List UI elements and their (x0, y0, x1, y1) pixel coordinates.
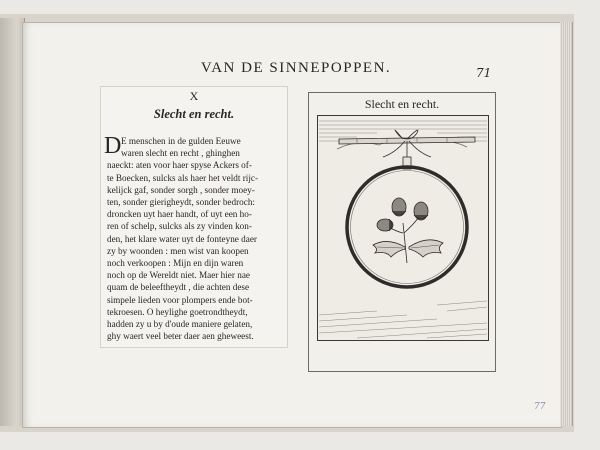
drop-initial: D (104, 133, 122, 159)
text-line: noch op de Wereldt niet. Maer hier nae (107, 270, 250, 281)
text-line: waren slecht en recht , ghinghen (121, 148, 240, 159)
page-stack-edge (560, 22, 573, 426)
text-line: den, het klare water uyt de fonteyne daer (107, 233, 257, 244)
chapter-numeral: X (189, 89, 199, 103)
text-line: ghy waert veel beter daer aen gheweest. (107, 331, 254, 342)
text-line: quam de beleeftheydt , die achten dese (107, 282, 250, 293)
text-line: kelijck gaf, sonder sorgh , sonder moey- (107, 184, 255, 195)
text-column (100, 86, 288, 348)
text-line: te Boecken, sulcks als haer het veldt rijc- (107, 172, 259, 183)
emblem-engraving (317, 115, 489, 341)
engraving-border (318, 116, 489, 341)
text-line: hadden zy u by d'oude maniere gelaten, (107, 319, 253, 330)
emblem-motto: Slecht en recht. (364, 97, 440, 111)
text-line: tekroesen. O heylighe goetrondtheydt, (107, 306, 248, 317)
text-line: E menschen in de gulden Eeuwe (121, 136, 241, 146)
page-number: 71 (476, 66, 492, 80)
text-line: droncken uyt haer handt, of uyt een ho- (107, 209, 252, 220)
emblem-plate (308, 92, 496, 372)
pencil-catalog-mark: 77 (534, 402, 546, 412)
running-head: VAN DE SINNEPOPPEN. (200, 60, 392, 76)
text-line: naeckt: aten voor haer spyse Ackers of- (107, 160, 252, 171)
chapter-title: Slecht en recht. (153, 107, 235, 121)
text-line: simpele lieden voor plompers ende bot- (107, 294, 253, 305)
text-line: noch verkoopen : Mijn en dijn waren (107, 258, 244, 269)
text-line: zy by woonden : men wist van koopen (107, 245, 249, 256)
text-line: ten, sonder gierigheydt, sonder bedroch: (107, 197, 255, 208)
text-line: ren of schelp, sulcks als zy vinden kon- (107, 221, 252, 232)
body-text (107, 135, 287, 342)
